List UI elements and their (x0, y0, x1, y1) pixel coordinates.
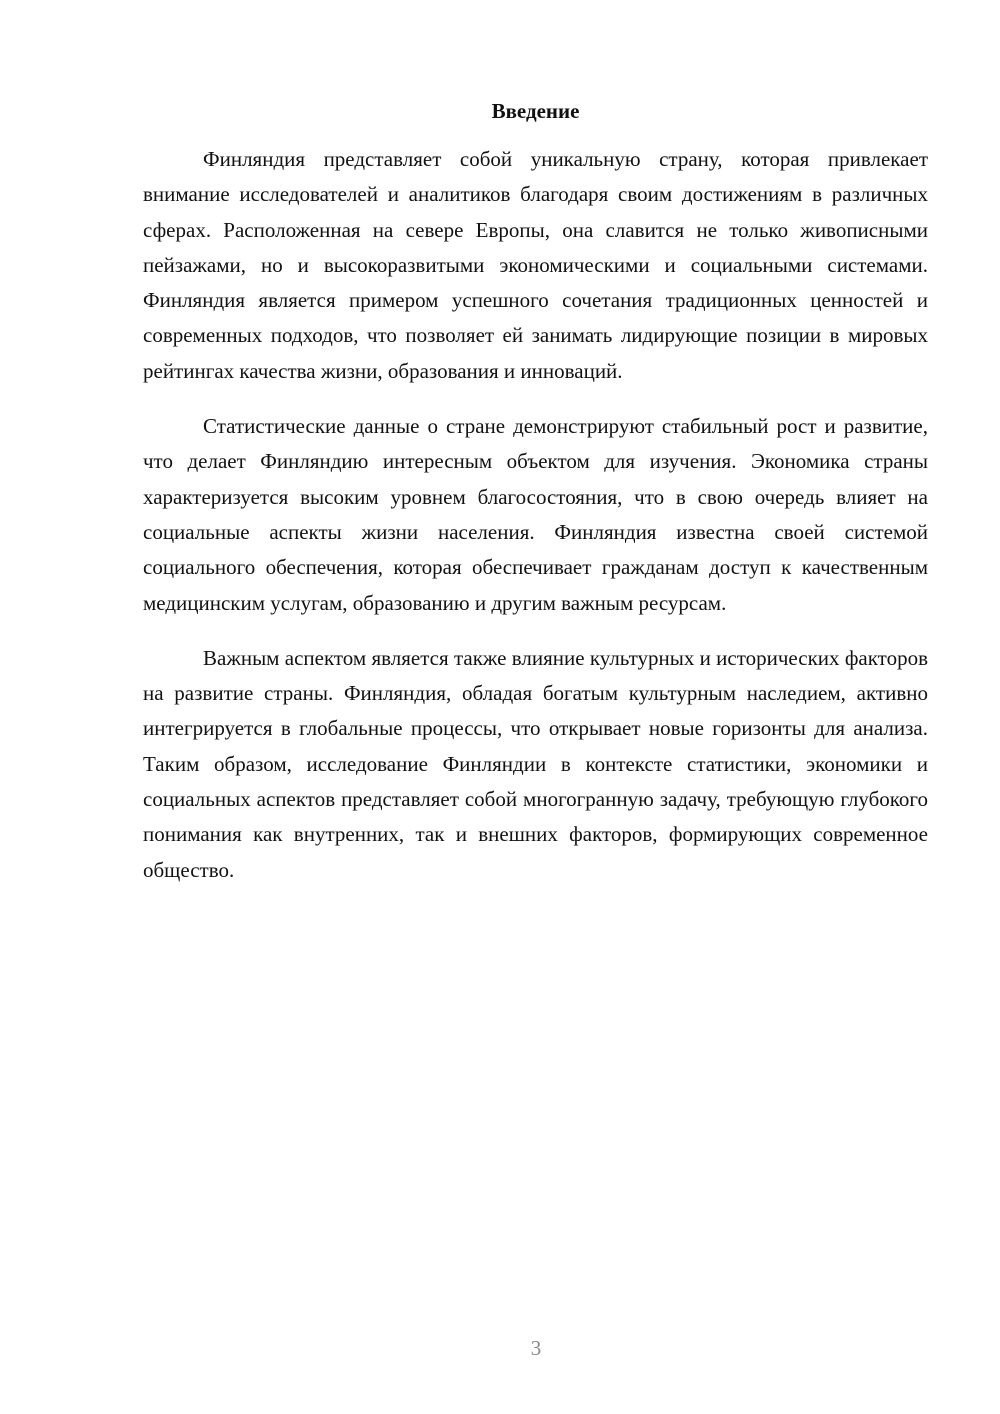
page-content (143, 94, 928, 888)
page-number: 3 (530, 1336, 542, 1360)
paragraph-3: Важным аспектом является также влияние культурных и исторических факторов на развитие страны. Финляндия, обладая богатым культурным наследием, активно интегрируется в глобальные процессы, что открывает новые горизонты для анализа. Таким образом, исследование Финляндии в контексте статистики, экономики и социальных аспектов представляет собой многогранную задачу, требующую глубокого понимания как внутренних, так и внешних факторов, формирующих современное общество. (143, 645, 928, 882)
paragraph-1: Финляндия представляет собой уникальную страну, которая привлекает внимание исследователей и аналитиков благодаря своим достижениям в различных сферах. Расположенная на севере Европы, она славится не только живописными пейзажами, но и высокоразвитыми экономическими и социальными системами. Финляндия является примером успешного сочетания традиционных ценностей и современных подходов, что позволяет ей занимать лидирующие позиции в мировых рейтингах качества жизни, образования и инноваций. (143, 147, 928, 383)
paragraph-2: Статистические данные о стране демонстрируют стабильный рост и развитие, что делает Финляндию интересным объектом для изучения. Экономика страны характеризуется высоким уровнем благосостояния, что в свою очередь влияет на социальные аспекты жизни населения. Финляндия известна своей системой социального обеспечения, которая обеспечивает гражданам доступ к качественным медицинским услугам, образованию и другим важным ресурсам. (143, 414, 928, 615)
page-title: Введение (491, 99, 580, 123)
